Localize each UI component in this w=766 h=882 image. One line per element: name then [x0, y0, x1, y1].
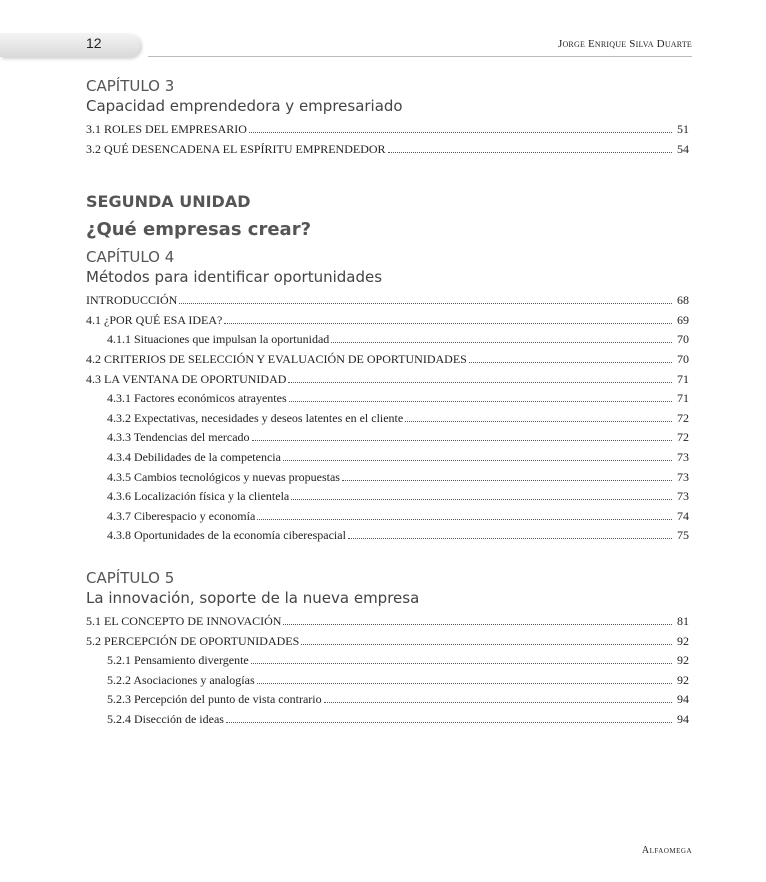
chapter-label: CAPÍTULO 4: [86, 248, 175, 267]
toc-subentry[interactable]: [86, 332, 689, 352]
toc-entry-text: 4.2 CRITERIOS DE SELECCIÓN Y EVALUACIÓN DE OPORTUNIDADES: [86, 351, 467, 366]
toc-entry-page: 74: [677, 508, 689, 523]
toc-entry-page: 51: [677, 122, 689, 136]
dot-leader: [288, 382, 672, 383]
dot-leader: [252, 440, 672, 441]
toc-entry-text: 4.3 LA VENTANA DE OPORTUNIDAD: [86, 371, 287, 386]
toc-entry-page: 69: [677, 312, 689, 327]
toc-entry-page: 72: [677, 410, 689, 425]
dot-leader: [257, 683, 672, 684]
dot-leader: [283, 624, 672, 625]
toc-entry-text: 4.3.7 Ciberespacio y economía: [107, 508, 256, 523]
dot-leader: [289, 401, 672, 402]
chapter-3-section: [86, 76, 689, 161]
toc-entry-text: 4.1 ¿POR QUÉ ESA IDEA?: [86, 312, 223, 327]
toc-entry-page: 92: [677, 653, 689, 668]
toc-entry-page: 70: [677, 332, 689, 347]
toc-entry-text: 4.3.2 Expectativas, necesidades y deseos latentes en el cliente: [107, 410, 404, 425]
toc-entry-page: 73: [677, 449, 689, 464]
toc-entry-page: 94: [677, 711, 689, 726]
unit-title: ¿Qué empresas crear?: [86, 219, 312, 241]
toc-entry-page: 73: [677, 469, 689, 484]
chapter-5-section: [86, 568, 689, 732]
dot-leader: [251, 663, 672, 664]
dot-leader: [301, 644, 672, 645]
toc-entry[interactable]: [86, 122, 689, 142]
page-number: 12: [86, 35, 102, 51]
toc-subentry[interactable]: [86, 391, 689, 411]
toc-entry-text: 5.2.4 Disección de ideas: [107, 711, 224, 726]
toc-subentry[interactable]: [86, 470, 689, 490]
dot-leader: [224, 323, 672, 324]
toc-entry[interactable]: [86, 293, 689, 313]
dot-leader: [257, 519, 672, 520]
dot-leader: [342, 480, 672, 481]
dot-leader: [283, 460, 672, 461]
dot-leader: [291, 499, 672, 500]
dot-leader: [226, 722, 672, 723]
toc-entry[interactable]: [86, 142, 689, 162]
toc-entry-page: 71: [677, 371, 689, 386]
dot-leader: [348, 538, 672, 539]
toc-entry-page: 92: [677, 672, 689, 687]
table-of-contents: [86, 76, 689, 731]
dot-leader: [324, 702, 672, 703]
toc-entry-text: 4.3.8 Oportunidades de la economía ciberespacial: [107, 528, 346, 543]
toc-subentry[interactable]: [86, 509, 689, 529]
header-divider: [148, 56, 692, 57]
toc-entry[interactable]: [86, 634, 689, 654]
toc-entry-page: 72: [677, 430, 689, 445]
toc-subentry[interactable]: [86, 489, 689, 509]
chapter-4-section: [86, 247, 689, 548]
toc-entry-text: 5.2.2 Asociaciones y analogías: [107, 672, 255, 687]
toc-entry-text: 4.3.1 Factores económicos atrayentes: [107, 391, 287, 406]
chapter-title: Capacidad emprendedora y empresariado: [86, 97, 403, 115]
toc-subentry[interactable]: [86, 411, 689, 431]
toc-entry-text: 4.3.6 Localización física y la clientela: [107, 489, 290, 504]
chapter-title: Métodos para identificar oportunidades: [86, 268, 383, 287]
chapter-label: CAPÍTULO 5: [86, 568, 175, 587]
chapter-label: CAPÍTULO 3: [86, 77, 175, 95]
toc-subentry[interactable]: [86, 430, 689, 450]
dot-leader: [331, 342, 672, 343]
toc-entry-text: 5.1 EL CONCEPTO DE INNOVACIÓN: [86, 613, 282, 628]
toc-entry-text: 4.3.4 Debilidades de la competencia: [107, 449, 281, 464]
toc-entry[interactable]: [86, 372, 689, 392]
toc-entry-text: INTRODUCCIÓN: [86, 293, 178, 308]
toc-entry-text: 4.3.5 Cambios tecnológicos y nuevas propuestas: [107, 469, 340, 484]
toc-entry-page: 73: [677, 489, 689, 504]
toc-subentry[interactable]: [86, 692, 689, 712]
dot-leader: [179, 303, 672, 304]
running-header-author: Jorge Enrique Silva Duarte: [557, 38, 692, 50]
dot-leader: [249, 132, 672, 133]
toc-entry-page: 81: [677, 613, 689, 628]
toc-entry-page: 54: [677, 141, 689, 156]
unit-label: SEGUNDA UNIDAD: [86, 192, 251, 212]
toc-entry-text: 3.2 QUÉ DESENCADENA EL ESPÍRITU EMPRENDEDOR: [86, 141, 386, 156]
toc-entry-page: 71: [677, 391, 689, 406]
toc-entry-page: 94: [677, 692, 689, 707]
dot-leader: [405, 421, 672, 422]
chapter-title: La innovación, soporte de la nueva empresa: [86, 588, 420, 607]
toc-subentry[interactable]: [86, 653, 689, 673]
publisher-footer: Alfaomega: [641, 845, 692, 856]
toc-subentry[interactable]: [86, 673, 689, 693]
toc-subentry[interactable]: [86, 712, 689, 732]
toc-entry-text: 3.1 ROLES DEL EMPRESARIO: [86, 122, 247, 136]
dot-leader: [469, 362, 672, 363]
toc-entry-page: 68: [677, 293, 689, 308]
toc-entry-text: 5.2.3 Percepción del punto de vista contrario: [107, 692, 322, 707]
toc-entry-page: 75: [677, 528, 689, 543]
toc-entry-page: 92: [677, 633, 689, 648]
section-spacer: [86, 548, 689, 568]
dot-leader: [388, 152, 672, 153]
toc-entry-text: 4.3.3 Tendencias del mercado: [107, 430, 250, 445]
toc-subentry[interactable]: [86, 450, 689, 470]
page-number-tab: [0, 33, 140, 57]
toc-subentry[interactable]: [86, 528, 689, 548]
toc-entry-page: 70: [677, 351, 689, 366]
toc-entry[interactable]: [86, 313, 689, 333]
toc-entry[interactable]: [86, 352, 689, 372]
toc-entry-text: 4.1.1 Situaciones que impulsan la oportunidad: [107, 332, 330, 347]
toc-entry-text: 5.2.1 Pensamiento divergente: [107, 653, 249, 668]
toc-entry[interactable]: [86, 614, 689, 634]
toc-entry-text: 5.2 PERCEPCIÓN DE OPORTUNIDADES: [86, 633, 300, 648]
